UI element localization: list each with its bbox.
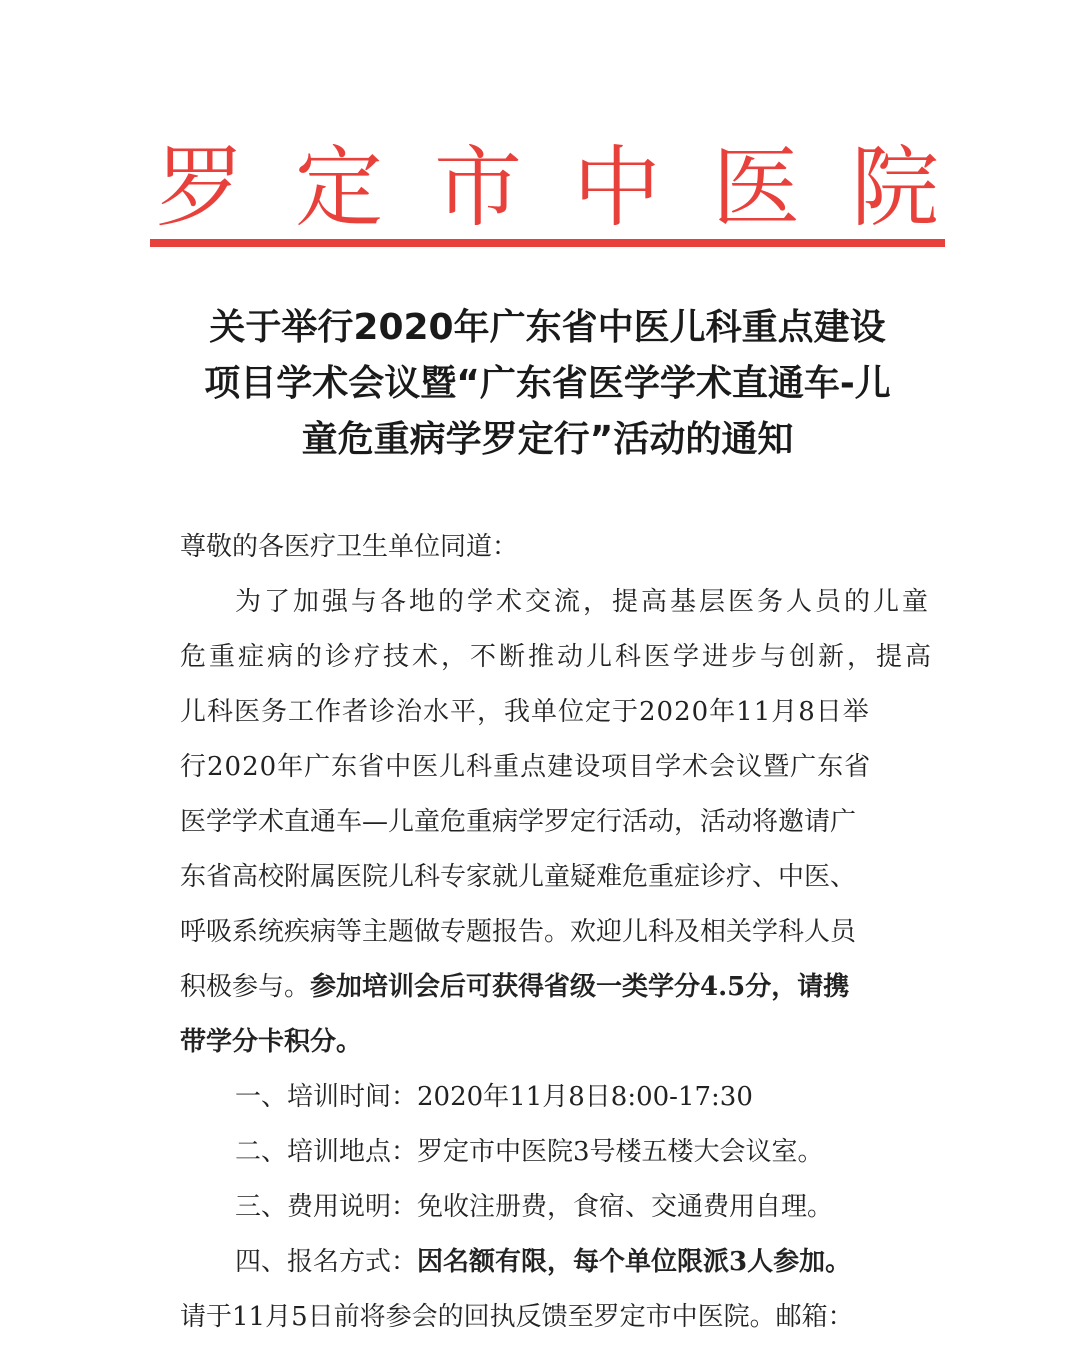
deadline-line: 请于11月5日前将参会的回执反馈至罗定市中医院。邮箱： [180, 1302, 854, 1332]
item-registration [180, 1235, 915, 1290]
item-training-location: 二、培训地点：罗定市中医院3号楼五楼大会议室。 [235, 1137, 824, 1167]
title-line: 童危重病学罗定行”活动的通知 [301, 419, 794, 460]
masthead-char: 院 [850, 136, 939, 239]
masthead-char: 定 [294, 136, 383, 239]
paragraph-line [180, 960, 915, 1015]
paragraph-text: 积极参与。 [180, 972, 311, 1002]
red-divider [150, 239, 945, 247]
paragraph-line: 为了加强与各地的学术交流，提高基层医务人员的儿童 [235, 587, 932, 617]
item-label: 四、报名方式： [235, 1247, 418, 1277]
paragraph-line: 东省高校附属医院儿科专家就儿童疑难危重症诊疗、中医、 [180, 862, 857, 892]
item-training-time: 一、培训时间：2020年11月8日8:00-17:30 [235, 1082, 753, 1112]
paragraph-line: 儿科医务工作者诊治水平，我单位定于2020年11月8日举 [180, 697, 870, 727]
masthead-char: 罗 [155, 136, 244, 239]
masthead-char: 市 [433, 136, 522, 239]
credit-notice: 参加培训会后可获得省级一类学分4.5分，请携 [310, 972, 850, 1002]
masthead-char: 医 [711, 136, 800, 239]
credit-notice: 带学分卡积分。 [180, 1027, 363, 1057]
masthead-title [150, 138, 945, 238]
item-fee-description: 三、费用说明：免收注册费，食宿、交通费用自理。 [235, 1192, 834, 1222]
title-line: 关于举行2020年广东省中医儿科重点建设 [209, 307, 886, 348]
paragraph-line: 危重症病的诊疗技术，不断推动儿科医学进步与创新，提高 [180, 642, 935, 672]
masthead-char: 中 [572, 136, 661, 239]
notice-title [150, 300, 945, 468]
paragraph-line: 医学学术直通车—儿童危重病学罗定行活动，活动将邀请广 [180, 807, 857, 837]
paragraph-line: 呼吸系统疾病等主题做专题报告。欢迎儿科及相关学科人员 [180, 917, 857, 947]
paragraph-line: 行2020年广东省中医儿科重点建设项目学术会议暨广东省 [180, 752, 872, 782]
title-line: 项目学术会议暨“广东省医学学术直通车-儿 [204, 363, 891, 404]
salutation: 尊敬的各医疗卫生单位同道： [180, 532, 519, 562]
quota-notice: 因名额有限，每个单位限派3人参加。 [417, 1247, 852, 1277]
notice-body [180, 520, 935, 1345]
